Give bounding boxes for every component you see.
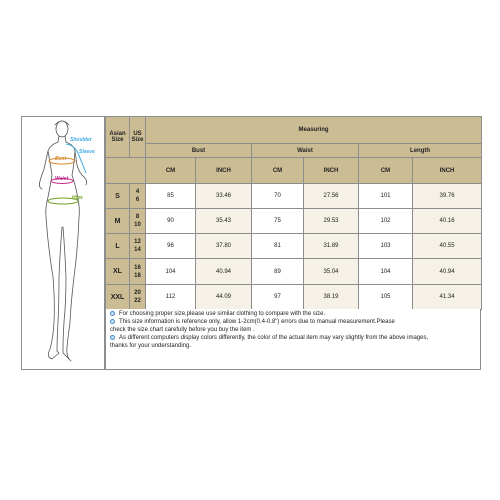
waist-inch-cell: 29.53 xyxy=(304,209,359,234)
waist-cm-cell: 75 xyxy=(252,209,304,234)
note-line: thanks for your understanding. xyxy=(110,343,192,349)
us-size-header: US Size xyxy=(130,117,146,158)
us-size-cell: 16 18 xyxy=(130,259,146,285)
bust-inch-cell: 35.43 xyxy=(196,209,252,234)
bust-cm-header: CM xyxy=(146,158,196,184)
note-line: This size information is reference only, allow 1-2cm(0.4-0.8") errors due to manual measurement.Please xyxy=(110,318,476,326)
table-row xyxy=(106,234,482,259)
length-cm-header: CM xyxy=(359,158,413,184)
table-row xyxy=(106,209,482,234)
waist-inch-header: INCH xyxy=(304,158,359,184)
length-header: Length xyxy=(359,144,482,158)
size-cell: XXL xyxy=(106,285,130,310)
us-size-cell: 20 22 xyxy=(130,285,146,310)
waist-inch-cell: 31.89 xyxy=(304,234,359,259)
length-inch-cell: 40.55 xyxy=(413,234,482,259)
table-row xyxy=(106,259,482,285)
bust-cm-cell: 85 xyxy=(146,184,196,209)
size-table xyxy=(105,116,482,310)
bust-inch-cell: 44.09 xyxy=(196,285,252,310)
waist-cm-cell: 81 xyxy=(252,234,304,259)
length-cm-cell: 104 xyxy=(359,259,413,285)
bust-inch-header: INCH xyxy=(196,158,252,184)
us-size-cell: 8 10 xyxy=(130,209,146,234)
length-inch-cell: 40.16 xyxy=(413,209,482,234)
bust-inch-cell: 40.94 xyxy=(196,259,252,285)
us-size-cell: 12 14 xyxy=(130,234,146,259)
bust-cm-cell: 104 xyxy=(146,259,196,285)
asian-size-header: Asian Size xyxy=(106,117,130,158)
body-figure-panel xyxy=(21,116,105,370)
bust-cm-cell: 90 xyxy=(146,209,196,234)
size-cell: XL xyxy=(106,259,130,285)
size-cell: S xyxy=(106,184,130,209)
table-row xyxy=(106,184,482,209)
length-cm-cell: 102 xyxy=(359,209,413,234)
bust-label: Bust xyxy=(55,156,67,162)
length-cm-cell: 101 xyxy=(359,184,413,209)
note-line: check the size chart carefully before you buy the item . xyxy=(110,327,255,333)
length-inch-cell: 39.76 xyxy=(413,184,482,209)
length-inch-header: INCH xyxy=(413,158,482,184)
measuring-header: Measuring xyxy=(146,117,482,144)
us-size-cell: 4 6 xyxy=(130,184,146,209)
bust-cm-cell: 112 xyxy=(146,285,196,310)
bullet-icon xyxy=(110,319,115,324)
note-line: As different computers display colors differently, the color of the actual item may vary slightly from the above images, xyxy=(110,334,476,342)
length-inch-cell: 40.94 xyxy=(413,259,482,285)
waist-label: Waist xyxy=(55,176,69,182)
waist-inch-cell: 38.19 xyxy=(304,285,359,310)
waist-header: Waist xyxy=(252,144,359,158)
size-cell: M xyxy=(106,209,130,234)
bust-header: Bust xyxy=(146,144,252,158)
bust-inch-cell: 37.80 xyxy=(196,234,252,259)
note-line: For choosing proper size,please use similar clothing to compare with the size. xyxy=(110,310,476,318)
length-inch-cell: 41.34 xyxy=(413,285,482,310)
sleeve-label: Sleeve xyxy=(79,149,95,155)
waist-cm-header: CM xyxy=(252,158,304,184)
waist-cm-cell: 97 xyxy=(252,285,304,310)
size-cell: L xyxy=(106,234,130,259)
length-cm-cell: 103 xyxy=(359,234,413,259)
size-chart xyxy=(21,116,500,370)
hips-label: Hips xyxy=(72,195,83,201)
bullet-icon xyxy=(110,311,115,316)
waist-cm-cell: 89 xyxy=(252,259,304,285)
size-blank-header xyxy=(106,158,146,184)
size-notes xyxy=(105,309,481,370)
bullet-icon xyxy=(110,335,115,340)
bust-inch-cell: 33.46 xyxy=(196,184,252,209)
bust-cm-cell: 96 xyxy=(146,234,196,259)
shoulder-label: Shoulder xyxy=(70,137,92,143)
waist-inch-cell: 35.04 xyxy=(304,259,359,285)
waist-inch-cell: 27.56 xyxy=(304,184,359,209)
waist-cm-cell: 70 xyxy=(252,184,304,209)
table-row xyxy=(106,285,482,310)
length-cm-cell: 105 xyxy=(359,285,413,310)
